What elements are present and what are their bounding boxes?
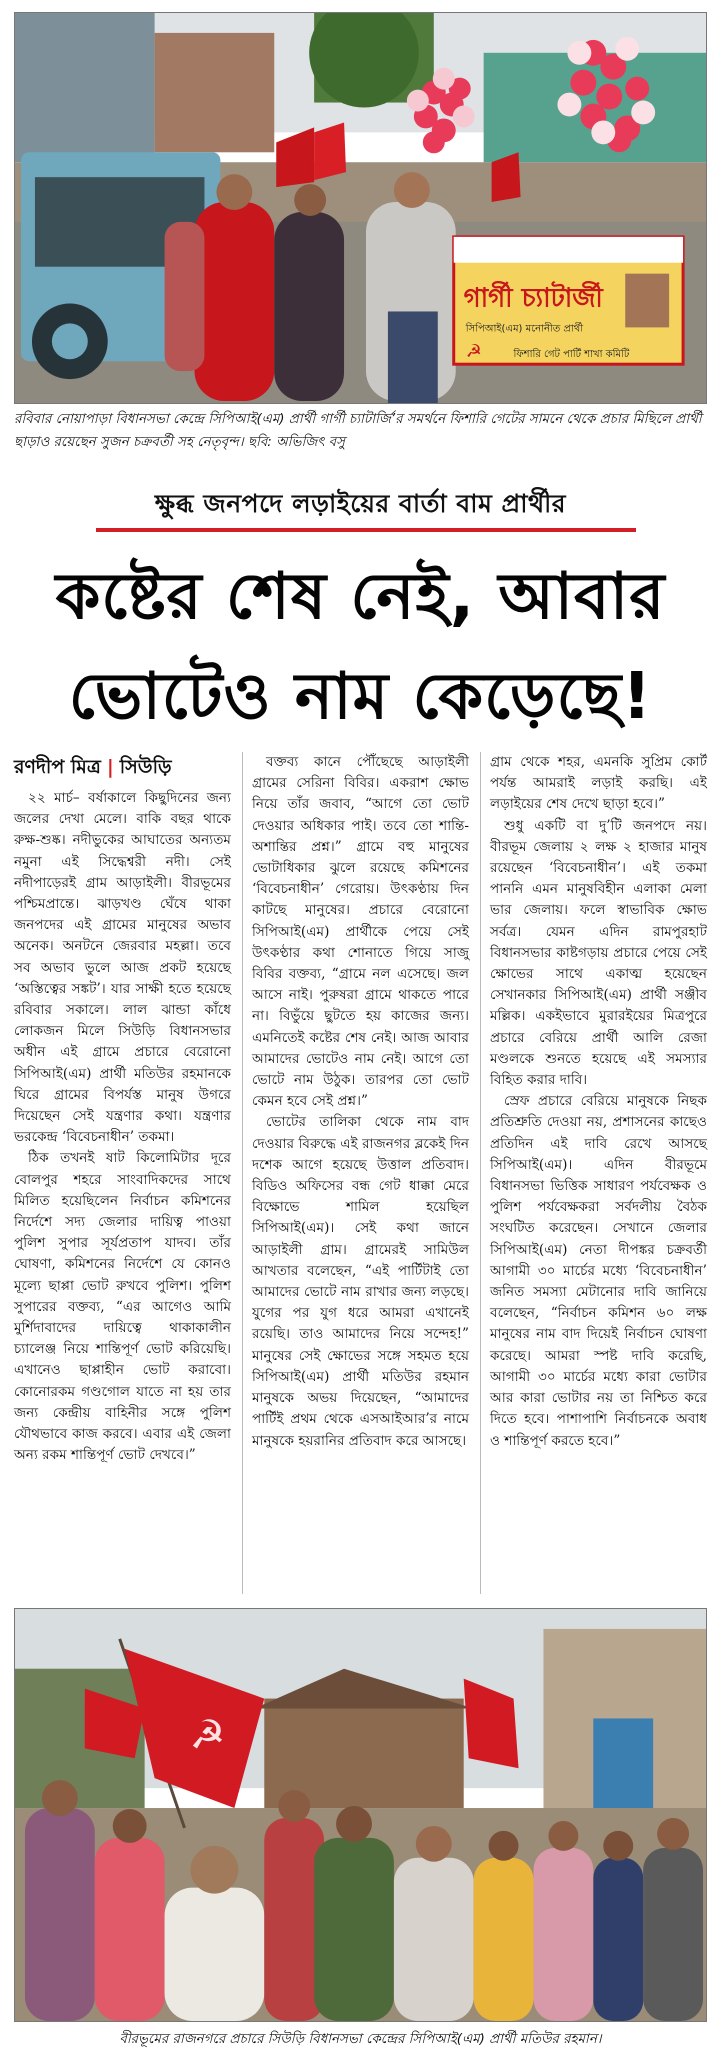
article-column-1 [14, 752, 231, 1467]
column-divider [242, 752, 243, 1594]
kicker-headline: ক্ষুব্ধ জনপদে লড়াইয়ের বার্তা বাম প্রার্থীর [154, 489, 567, 518]
top-photo-caption: রবিবার নোয়াপাড়া বিধানসভা কেন্দ্রে সিপিআই(এম) প্রার্থী গার্গী চ্যাটার্জি’র সমর্থনে ফিশারি গেটের সামনে থেকে প্রচার মিছিলে প্রার্থী ছাড়াও রয়েছেন সুজন চক্রবর্তী সহ নেতৃবৃন্দ। ছবি: অভিজিৎ বসু [14, 412, 702, 450]
byline-author: রণদীপ মিত্র [14, 756, 101, 778]
headline-line-1: কষ্টের শেষ নেই, আবার [55, 560, 666, 634]
headline-line-2: ভোটেও নাম কেড়েছে! [68, 660, 653, 734]
banner-title: গার্গী চ্যাটার্জী [463, 283, 603, 314]
article-column-3 [490, 752, 707, 1452]
article-paragraph: স্রেফ প্রচারে বেরিয়ে মানুষকে নিছক প্রতিশ্রুতি দেওয়া নয়, প্রশাসনের কাছেও প্রতিদিন এই দাবি রেখে আসছে সিপিআই(এম)। এদিন বীরভূমে বিধানসভা ভিত্তিক সাধারণ পর্যবেক্ষক ও পুলিশ পর্যবেক্ষকরা সর্বদলীয় বৈঠক সংঘটিত করেছেন। সেখানে জেলার সিপিআই(এম) নেতা দীপঙ্কর চক্রবর্তী আগামী ৩০ মার্চের মধ্যে ‘বিবেচনাধীন’ জনিত সমস্যা মেটানোর দাবি জানিয়ে বলেছেন, “নির্বাচন কমিশন ৬০ লক্ষ মানুষের নাম বাদ দিয়েই নির্বাচন ঘোষণা করেছে। আমরা স্পষ্ট দাবি করেছি, আগামী ৩০ মার্চের মধ্যে কারা ভোটার আর কারা ভোটার নয় তা নিশ্চিত করে দিতে হবে। পাশাপাশি নির্বাচনকে অবাধ ও শান্তিপূর্ণ করতে হবে।” [490, 1093, 707, 1449]
top-photo-rally [14, 12, 707, 404]
article-paragraph: বক্তব্য কানে পৌঁছেছে আড়াইলী গ্রামের সেরিনা বিবির। একরাশ ক্ষোভ নিয়ে তাঁর জবাব, “আগে তো ভোট দেওয়ার অধিকার পাই। তবে তো শান্তি-অশান্তির প্রশ্ন।” গ্রামে বহু মানুষের ভোটাধিকার ঝুলে রয়েছে কমিশনের ‘বিবেচনাধীন’ গেরোয়। উৎকণ্ঠায় দিন কাটছে মানুষের। প্রচারে বেরোনো সিপিআই(এম) প্রার্থীকে পেয়ে সেই উৎকণ্ঠার কথা শোনাতে গিয়ে সাজু বিবির বক্তব্য, “গ্রামে নল এসেছে। জল আসে নাই। পুরুষরা গ্রামে থাকতে পারে না। বিভুঁয়ে ছুটতে হয় কাজের জন্য। এমনিতেই কষ্টের শেষ নেই। আজ আবার আমাদের ভোটেও নাম নেই। আগে তো ভোটে নাম উঠুক। তারপর তো ভোট কেমন হবে সেই প্রশ্ন।” [252, 754, 469, 1110]
kicker-underline-divider [96, 528, 636, 532]
column-divider [480, 752, 481, 1594]
banner-footer: ফিশারি গেট পার্টি শাখা কমিটি [513, 349, 630, 361]
article-paragraph: ২২ মার্চ– বর্ষাকালে কিছুদিনের জন্য জলের দেখা মেলে। বাকি বছর থাকে রুক্ষ-শুষ্ক। নদীভুকের আঘাতের অন্যতম নমুনা এই সিদ্ধেশ্বরী নদী। সেই নদীপাড়েরই গ্রাম আড়াইলী। বীরভূমের পশ্চিমপ্রান্তে। ঝাড়খণ্ড ঘেঁষে থাকা জনপদের এই গ্রামের মানুষের অভাব অনেক। অনটনে জেরবার মহল্লা। তবে সব অভাব ভুলে আজ প্রকট হয়েছে ‘অস্তিত্বের সঙ্কট’। যার সাক্ষী হতে হয়েছে রবিবার সকালে। লাল ঝান্ডা কাঁধে লোকজন মিলে সিউড়ি বিধানসভার অধীন এই গ্রামে প্রচারে বেরোনো সিপিআই(এম) প্রার্থী মতিউর রহমানকে ঘিরে গ্রামের বিপর্যস্ত মানুষ উগরে দিয়েছেন সেই যন্ত্রণার কথা। যন্ত্রণার ভরকেন্দ্র ‘বিবেচনাধীন’ তকমা। [14, 790, 231, 1146]
byline-location: সিউড়ি [119, 756, 172, 778]
article-column-2 [252, 752, 469, 1452]
article-paragraph: গ্রাম থেকে শহর, এমনকি সুপ্রিম কোর্ট পর্যন্ত আমরাই লড়াই করছি। এই লড়াইয়ের শেষ দেখে ছাড়া হবে।” [490, 754, 707, 813]
byline [14, 752, 231, 782]
article-paragraph: শুধু একটি বা দু’টি জনপদে নয়। বীরভূম জেলায় ২ লক্ষ ২ হাজার মানুষ রয়েছেন ‘বিবেচনাধীন’। এই তকমা পাননি এমন মানুষবিহীন এলাকা মেলা ভার জেলায়। ফলে স্বাভাবিক ক্ষোভ সর্বত্র। যেমন এদিন রামপুরহাট বিধানসভার কাষ্টগড়ায় প্রচারে পেয়ে সেই ক্ষোভের সাথে একাত্ম হয়েছেন সেখানকার সিপিআই(এম) প্রার্থী সঞ্জীব মল্লিক। একইভাবে মুরারইয়ের মিত্রপুরে প্রচারে বেরিয়ে প্রার্থী আলি রেজা মণ্ডলকে শুনতে হয়েছে এই সমস্যার বিহিত করার দাবি। [490, 817, 707, 1089]
banner-party-line: সিপিআই(এম) মনোনীত প্রার্থী [465, 323, 584, 335]
bottom-photo-village-campaign [14, 1608, 707, 2022]
hammer-sickle-icon: ☭ [189, 1712, 226, 1759]
article-paragraph: ভোটের তালিকা থেকে নাম বাদ দেওয়ার বিরুদ্ধে এই রাজনগর ব্লকেই দিন দশেক আগে হয়েছে উত্তাল প্রতিবাদ। বিডিও অফিসের বন্ধ গেট ধাক্কা মেরে বিক্ষোভে শামিল হয়েছিল সিপিআই(এম)। সেই কথা জানে আড়াইলী গ্রাম। গ্রামেরই সামিউল আখতার বলেছেন, “এই পার্টিটাই তো আমাদের ভোটে নাম রাখার জন্য লড়ছে। যুগের পর যুগ ধরে আমরা এখানেই রয়েছি। তাও আমাদের নিয়ে সন্দেহ!” মানুষের সেই ক্ষোভের সঙ্গে সহমত হয়ে সিপিআই(এম) প্রার্থী মতিউর রহমান মানুষকে অভয় দিয়েছেন, “আমাদের পার্টিই প্রথম থেকে এসআইআর’র নামে মানুষকে হয়রানির প্রতিবাদ করে আসছে। [252, 1114, 469, 1449]
article-paragraph: ঠিক তখনই ষাট কিলোমিটার দূরে বোলপুর শহরে সাংবাদিকদের সাথে মিলিত হয়েছিলেন নির্বাচন কমিশনের নির্দেশে সদ্য জেলার দায়িত্ব পাওয়া পুলিশ সুপার সূর্যপ্রতাপ যাদব। তাঁর ঘোষণা, কমিশনের নির্দেশে যে কোনও মূল্যে ছাপ্পা ভোট রুখবে পুলিশ। পুলিশ সুপারের বক্তব্য, “এর আগেও আমি মুর্শিদাবাদের দায়িত্বে থাকাকালীন চ্যালেঞ্জ নিয়ে শান্তিপূর্ণ ভোট করিয়েছি। এখানেও ছাপ্পাহীন ভোট করাবো। কোনোরকম গণ্ডগোল যাতে না হয় তার জন্য কেন্দ্রীয় বাহিনীর সঙ্গে পুলিশ যৌথভাবে কাজ করবে। এবার এই জেলা অন্য রকম শান্তিপূর্ণ ভোট দেখবে।” [14, 1150, 231, 1464]
byline-separator: | [106, 756, 114, 778]
bottom-photo-caption: বীরভূমের রাজনগরে প্রচারে সিউড়ি বিধানসভা কেন্দ্রের সিপিআই(এম) প্রার্থী মতিউর রহমান। [119, 2032, 602, 2047]
hammer-sickle-icon: ☭ [465, 341, 482, 363]
